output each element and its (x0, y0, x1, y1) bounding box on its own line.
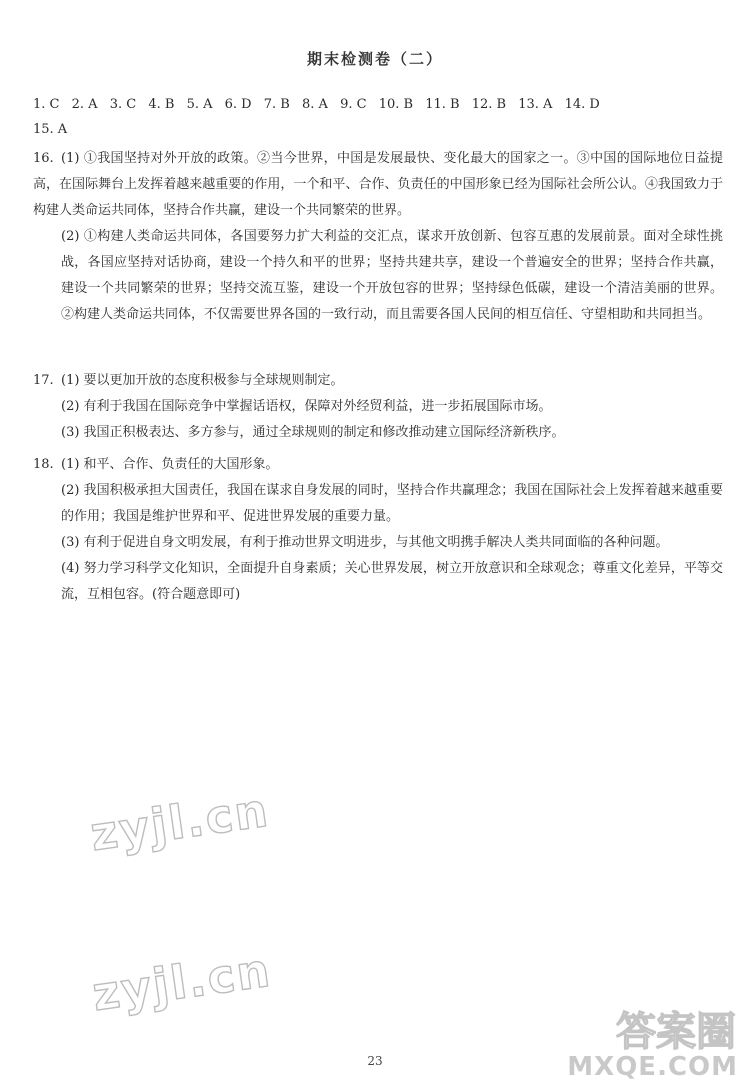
corner-watermark-cn: 答案圈 (616, 1009, 736, 1055)
q16-part-1: 16. (1) ①我国坚持对外开放的政策。②当今世界，中国是发展最快、变化最大的国家之一。③中国的国际地位日益提高，在国际舞台上发挥着越来越重要的作用，一个和平、合作、负责任的中国形象已经为国际社会所公认。④我国致力于构建人类命运共同体，坚持合作共赢，建设一个共同繁荣的世界。 (33, 146, 723, 224)
watermark-mid: zyjl.cn (87, 782, 273, 862)
mc-answer: 13. A (518, 97, 553, 112)
q18-part-3: (3) 有利于促进自身文明发展，有利于推动世界文明进步，与其他文明携手解决人类共同面临的各种问题。 (61, 535, 669, 550)
question-number: 16. (33, 151, 54, 166)
question-16 (33, 146, 723, 328)
q18-part-4: (4) 努力学习科学文化知识，全面提升自身素质；关心世界发展，树立开放意识和全球观念；尊重文化差异，平等交流，互相包容。(符合题意即可) (61, 561, 723, 602)
page-title: 期末检测卷（二） (306, 50, 443, 68)
mc-answer: 9. C (340, 97, 367, 112)
mc-answer: 5. A (186, 97, 213, 112)
mc-answer: 1. C (33, 97, 60, 112)
mc-answer: 6. D (224, 97, 252, 112)
mc-answer: 2. A (71, 97, 98, 112)
question-number: 17. (33, 373, 54, 388)
question-18 (33, 452, 723, 608)
mc-answer: 3. C (109, 97, 137, 112)
q18-part-1: 18. (1) 和平、合作、负责任的大国形象。 (33, 452, 723, 478)
mc-answer: 12. B (471, 97, 507, 112)
multiple-choice-answers (33, 92, 723, 142)
mc-answer: 4. B (148, 97, 175, 112)
q17-part-2: (2) 有利于我国在国际竞争中掌握话语权，保障对外经贸利益，进一步拓展国际市场。 (61, 399, 552, 414)
mc-answer: 11. B (425, 97, 460, 112)
q16-part-2: (2) ①构建人类命运共同体，各国要努力扩大利益的交汇点，谋求开放创新、包容互惠的发展前景。面对全球性挑战，各国应坚持对话协商，建设一个持久和平的世界；坚持共建共享，建设一个普遍安全的世界；坚持合作共赢，建设一个共同繁荣的世界；坚持交流互鉴，建设一个开放包容的世界；坚持绿色低碳，建设一个清洁美丽的世界。②构建人类命运共同体，不仅需要世界各国的一致行动，而且需要各国人民间的相互信任、守望相助和共同担当。 (61, 229, 723, 322)
mc-answer: 10. B (378, 97, 414, 112)
watermark-low: zyjl.cn (89, 942, 275, 1022)
mc-answer: 14. D (564, 97, 600, 112)
mc-answer: 8. A (301, 97, 328, 112)
corner-watermark-en: MXQE.COM (567, 1052, 738, 1082)
mc-row-2 (33, 117, 723, 142)
corner-watermark-logo (567, 1000, 742, 1082)
page-number: 23 (367, 1054, 383, 1068)
mc-row-1 (33, 92, 723, 117)
mc-answer: 15. A (33, 122, 68, 137)
q17-part-1: 17. (1) 要以更加开放的态度积极参与全球规则制定。 (33, 368, 723, 394)
question-number: 18. (33, 457, 54, 472)
mc-answer: 7. B (263, 97, 290, 112)
q18-part-2: (2) 我国积极承担大国责任，我国在谋求自身发展的同时，坚持合作共赢理念；我国在国际社会上发挥着越来越重要的作用；我国是维护世界和平、促进世界发展的重要力量。 (61, 483, 723, 524)
question-17 (33, 368, 723, 446)
q17-part-3: (3) 我国正积极表达、多方参与，通过全球规则的制定和修改推动建立国际经济新秩序。 (61, 425, 565, 440)
